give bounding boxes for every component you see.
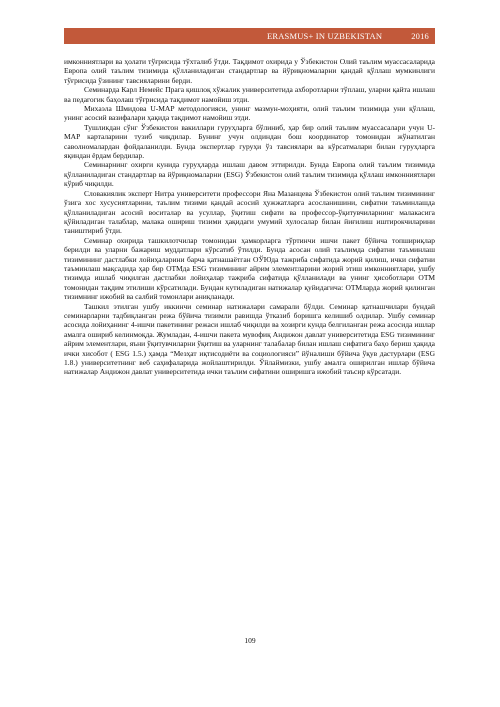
paragraph: Ташкил этилган ушбу иккинчи семинар натижалари самарали бўлди. Семинар қатнашчилари бундай семинарларни тадбиқланган режа бўйича тизимли равишда ўтказиб боришга келишиб олдилар. Ушбу семинар асосида лойиҳанинг 4-ишчи пакетининг режаси ишлаб чиқилди ва хозирги кунда белгиланган режа асосида ишлар амалга ошириб келинмоқда. Жумладан, 4-ишчи пакета мувофиқ Андижон давлат университетида ESG тизимининг айрим элементлари, яъни ўқитувчиларни ўқитиш ва уларнинг талабалар билан ишлаш сифатига баҳо бериш ҳақида ички хисобот ( ESG 1.5.) ҳамда “Мезҳат иқтисодиёти ва социологияси” йўналиши бўйича ўқув дастурлари (ESG 1.8.) университетнинг веб саҳифаларида жойлаштирилди. Ўйлаймизки, ушбу амалга оширилган ишлар бўйича натижалар Андижон давлат университетида ички таълим сифатини оширишга ижобий таъсир кўрсатади.: [64, 301, 435, 377]
page-header: [64, 28, 435, 44]
paragraph: Семинарнинг охирги кунида гуруҳларда ишлаш давом эттирилди. Бунда Европа олий таълим тизимида қўлланиладиган стандартлар ва йўриқномаларни (ESG) Ўзбекистон олий таълим тизимида қўллаш имконниятлари кўриб чиқилди.: [64, 160, 435, 189]
paragraph: имконниятлари ва ҳолати тўғрисида тўхталиб ўтди. Тақдимот охирида у Ўзбекистон Олий таълим муассасаларида Европа олий таълим тизимида қўлланиладиган стандартлар ва йўриқномаларни қандай қўллаш мумкинлиги тўғрисида ўзининг тавсияларини берди.: [64, 57, 435, 85]
header-year: 2016: [411, 31, 429, 41]
page-number: 109: [244, 636, 256, 645]
body-text: [64, 57, 435, 377]
header-title: ERASMUS+ IN UZBEKISTAN: [266, 31, 383, 41]
paragraph: Словакиялик эксперт Нитра университети профессори Яна Мазанцева Ўзбекистон олий таълим тизимининг ўзига хос хусусиятларини, таълим тизими қандай асосий ҳужжатларга асосланишини, сифатни таъминлашда қўлланиладиган асосий воситалар ва усуллар, ўқитиш сифати ва профессор-ўқитувчиларнинг малакасига қўйиладиган талаблар, малака ошириш тизими ҳақидаги умумий хулосалар билан йиғилиш иштирокчиларини таништириб ўтди.: [64, 188, 435, 236]
paragraph: Михаэла Шмидова U-MAP методологияси, унинг мазмун-моҳияти, олий таълим тизимида уни қўллаш, унинг асосий вазифалари ҳақида тақдимот намойиш этди.: [64, 104, 435, 123]
paragraph: Семинар охирида ташкилотчилар томонидан ҳамкорларга тўртинчи ишчи пакет бўйича топшириқлар берилди ва уларни бажариш муддатлари кўрсатиб ўтилди. Бунда асосан олий таълимда сифатни таъминлаш тизимининг дастлабки лойиҳаларини барча қатнашаётган ОЎЮда тажриба сифатида жорий қилиш, ички сифатни таъминлаш мақсадида ҳар бир ОТМда ESG тизимининг айрим элементларини жорий этиш имконниятлари, ушбу тизимда ишлаб чиқилган дастлабки лойиҳалар тажриба сифатида қўлланилади ва унинг ҳисоботлари ОТМ томонидан тақдим этилиши кўрсатилади. Бундан кутиладиган натижалар қуйидагича: ОТМларда жорий қилинган тизимнинг ижобий ва салбий томонлари аниқланади.: [64, 235, 435, 302]
paragraph: Тушликдан сўнг Ўзбекистон вакиллари гуруҳларга бўлиниб, ҳар бир олий таълим муассасалари учун U-MAP карталарини тузиб чиқдилар. Бунинг учун олдиндан бош координатор томонидан жўнатилган саволномалардан фойдаланилди. Бунда экспертлар гуруҳи ўз тавсиялари ва кўрсатмалари билан гуруҳларга яқиндан ёрдам бердилар.: [64, 122, 435, 161]
paragraph: Семинарда Карл Немейс Прага қишлоқ хўжалик университетида ахборотларни тўплаш, уларни қайта ишлаш ва педагогик баҳолаш тўғрисида тақдимот намойиш этди.: [64, 85, 435, 104]
